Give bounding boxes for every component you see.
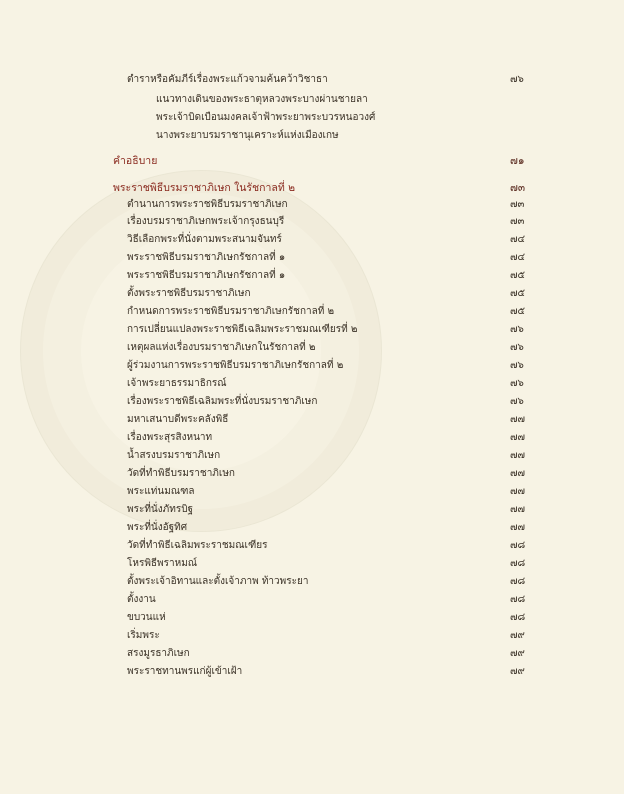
toc-entry[interactable] xyxy=(0,592,624,608)
toc-entry[interactable] xyxy=(0,466,624,482)
toc-entry-text: พระเจ้าบิดเบือนมงคลเจ้าฟ้าพระยาพระบวรหนอวงศ์ xyxy=(156,112,376,123)
toc-entry-text: สรงมูรธาภิเษก xyxy=(127,648,190,659)
toc-entry[interactable] xyxy=(0,664,624,680)
toc-entry[interactable] xyxy=(0,520,624,536)
toc-entry-text: น้ำสรงบรมราชาภิเษก xyxy=(127,450,221,461)
section-page: ๗๓ xyxy=(510,182,526,194)
toc-entry-page: ๗๓ xyxy=(510,199,525,210)
toc-entry[interactable] xyxy=(0,484,624,500)
toc-entry-text: วิธีเลือกพระที่นั่งตามพระสนามจันทร์ xyxy=(127,234,282,245)
toc-section-heading[interactable] xyxy=(0,153,624,169)
toc-entry[interactable] xyxy=(0,250,624,266)
toc-entry-text: พระที่นั่งอัฐทิศ xyxy=(127,522,188,533)
toc-entry-page: ๗๖ xyxy=(510,360,524,371)
toc-entry-text: กำหนดการพระราชพิธีบรมราชาภิเษกรัชกาลที่ ๒ xyxy=(127,306,335,317)
toc-entry[interactable] xyxy=(0,197,624,213)
toc-entry[interactable] xyxy=(0,394,624,410)
toc-entry-page: ๗๓ xyxy=(510,216,525,227)
toc-entry-page: ๗๙ xyxy=(510,666,525,677)
toc-entry-page: ๗๘ xyxy=(510,576,526,587)
toc-entry-text: นางพระยาบรมราชานุเคราะห์แห่งเมืองเกษ xyxy=(156,130,339,141)
section-title: พระราชพิธีบรมราชาภิเษก ในรัชกาลที่ ๒ xyxy=(113,182,296,194)
toc-entry-page: ๗๗ xyxy=(510,504,526,515)
toc-entry-page: ๗๗ xyxy=(510,432,526,443)
toc-entry-page: ๗๗ xyxy=(510,450,526,461)
toc-entry-page: ๗๖ xyxy=(510,74,524,85)
toc-entry[interactable] xyxy=(0,322,624,338)
toc-entry-page: ๗๗ xyxy=(510,486,526,497)
toc-entry-text: วัดที่ทำพิธีเฉลิมพระราชมณเฑียร xyxy=(127,540,268,551)
toc-entry[interactable] xyxy=(0,538,624,554)
toc-entry-page: ๗๗ xyxy=(510,468,526,479)
section-title: คำอธิบาย xyxy=(113,155,158,167)
toc-entry-text: ผู้ร่วมงานการพระราชพิธีบรมราชาภิเษกรัชกาลที่ ๒ xyxy=(127,360,344,371)
toc-entry[interactable] xyxy=(0,430,624,446)
toc-entry-text: พระราชพิธีบรมราชาภิเษกรัชกาลที่ ๑ xyxy=(127,252,286,263)
toc-entry[interactable] xyxy=(0,376,624,392)
toc-entry-page: ๗๕ xyxy=(510,288,526,299)
toc-entry-page: ๗๕ xyxy=(510,306,526,317)
toc-entry-text: แนวทางเดินของพระธาตุหลวงพระบางผ่านชายลา xyxy=(156,94,368,105)
toc-entry-text: เริ่มพระ xyxy=(127,630,160,641)
toc-entry[interactable] xyxy=(0,340,624,356)
toc-entry-page: ๗๗ xyxy=(510,414,526,425)
toc-entry-text: เรื่องพระราชพิธีเฉลิมพระที่นั่งบรมราชาภิเษก xyxy=(127,396,318,407)
toc-entry-page: ๗๙ xyxy=(510,630,525,641)
toc-entry-text: เหตุผลแห่งเรื่องบรมราชาภิเษกในรัชกาลที่ ๒ xyxy=(127,342,316,353)
toc-entry[interactable] xyxy=(0,358,624,374)
toc-entry[interactable] xyxy=(0,646,624,662)
toc-entry-text: ตั้งพระราชพิธีบรมราชาภิเษก xyxy=(127,288,251,299)
toc-entry-text: ตั้งพระเจ้าอิทานและตั้งเจ้าภาพ ท้าวพระยา xyxy=(127,576,309,587)
toc-entry-page: ๗๖ xyxy=(510,396,524,407)
toc-entry-text: เจ้าพระยาธรรมาธิกรณ์ xyxy=(127,378,227,389)
toc-entry-text: พระราชพิธีบรมราชาภิเษกรัชกาลที่ ๑ xyxy=(127,270,286,281)
toc-entry[interactable] xyxy=(0,628,624,644)
toc-entry-text: พระที่นั่งภัทรบิฐ xyxy=(127,504,194,515)
toc-entry-page: ๗๗ xyxy=(510,522,526,533)
toc-entry-page: ๗๘ xyxy=(510,540,526,551)
toc-entry-page: ๗๔ xyxy=(510,252,526,263)
toc-entry[interactable] xyxy=(0,556,624,572)
toc-entry[interactable] xyxy=(0,286,624,302)
toc-entry-page: ๗๖ xyxy=(510,324,524,335)
toc-entry-text: ตำราหรือคัมภีร์เรื่องพระแก้วจามค้นคว้าวิชาธา xyxy=(127,74,328,85)
toc-entry[interactable] xyxy=(0,128,624,144)
toc-entry[interactable] xyxy=(0,412,624,428)
section-page: ๗๑ xyxy=(510,155,525,167)
toc-entry[interactable] xyxy=(0,574,624,590)
toc-entry-text: ขบวนแห่ xyxy=(127,612,166,623)
toc-entry-page: ๗๖ xyxy=(510,342,524,353)
toc-entry-page: ๗๘ xyxy=(510,612,526,623)
toc-entry-page: ๗๘ xyxy=(510,594,526,605)
toc-entry[interactable] xyxy=(0,304,624,320)
toc-entry[interactable] xyxy=(0,232,624,248)
toc-entry-text: ตำนานการพระราชพิธีบรมราชาภิเษก xyxy=(127,199,288,210)
toc-entry-text: มหาเสนาบดีพระคลังพิธี xyxy=(127,414,229,425)
toc-entry-text: ตั้งงาน xyxy=(127,594,156,605)
toc-entry-text: เรื่องพระสุรสิงหนาท xyxy=(127,432,213,443)
toc-entry[interactable] xyxy=(0,268,624,284)
toc-entry-text: โหรพิธีพราหมณ์ xyxy=(127,558,198,569)
toc-entry[interactable] xyxy=(0,92,624,108)
toc-entry[interactable] xyxy=(0,502,624,518)
toc-entry-text: การเปลี่ยนแปลงพระราชพิธีเฉลิมพระราชมณเฑียรที่ ๒ xyxy=(127,324,358,335)
toc-entry-text: พระแท่นมณฑล xyxy=(127,486,195,497)
toc-entry[interactable] xyxy=(0,110,624,126)
toc-entry-page: ๗๔ xyxy=(510,234,526,245)
toc-entry-text: เรื่องบรมราชาภิเษกพระเจ้ากรุงธนบุรี xyxy=(127,216,285,227)
toc-entry-text: พระราชทานพรแก่ผู้เข้าเฝ้า xyxy=(127,666,243,677)
toc-section-heading[interactable] xyxy=(0,180,624,196)
toc-entry[interactable] xyxy=(0,214,624,230)
toc-entry[interactable] xyxy=(0,610,624,626)
toc-entry-page: ๗๕ xyxy=(510,270,526,281)
toc-entry-page: ๗๘ xyxy=(510,558,526,569)
toc-entry[interactable] xyxy=(0,72,624,88)
toc-entry-page: ๗๖ xyxy=(510,378,524,389)
toc-entry[interactable] xyxy=(0,448,624,464)
toc-entry-page: ๗๙ xyxy=(510,648,525,659)
toc-entry-text: วัดที่ทำพิธีบรมราชาภิเษก xyxy=(127,468,235,479)
